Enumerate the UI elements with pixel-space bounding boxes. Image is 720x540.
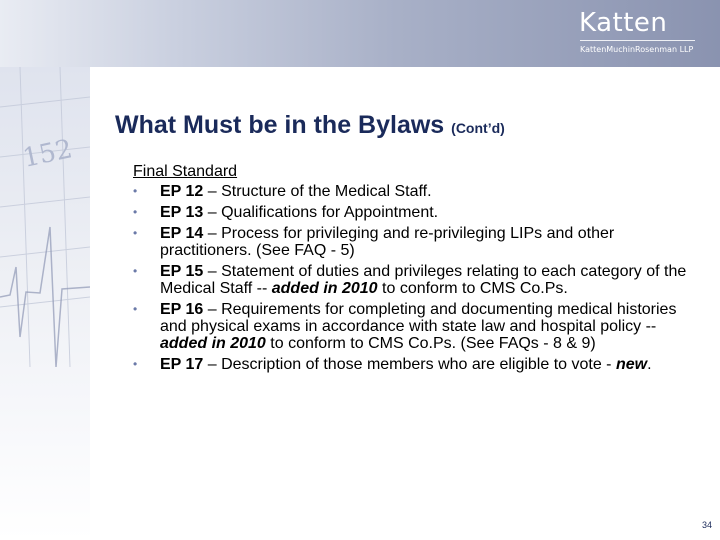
bullet-dot-icon: • [133,357,138,371]
bullet-dot-icon: • [133,184,138,198]
bullet-text: Description of those members who are eligible to vote - [221,356,616,373]
bullet-text-end: to conform to CMS Co.Ps. [377,280,568,297]
bullet-item-ep16 [133,301,693,352]
bullet-separator: – [203,301,222,318]
section-subheading: Final Standard [133,163,238,180]
bullet-item-ep17 [133,356,693,373]
bullet-emphasis: added in 2010 [271,280,378,297]
slide-title-main: What Must be in the Bylaws [115,111,445,139]
bullet-text: Requirements for completing and documenting medical histories and physical exams in accordance with state law and hospital policy -- [160,301,677,335]
slide-title [115,111,505,140]
bullet-emphasis: new [615,356,648,373]
logo-wordmark: Katten [579,8,668,38]
bullet-code: EP 14 [160,225,204,242]
logo-firm-name: KattenMuchinRosenman LLP [580,45,694,54]
bullet-dot-icon: • [133,205,138,219]
bullet-item-ep14 [133,225,693,259]
bullet-text-end: to conform to CMS Co.Ps. (See FAQs - 8 & 9) [265,335,596,352]
bullet-list [133,183,693,373]
bullet-separator: – [203,263,222,280]
slide-content [133,163,693,377]
bullet-code: EP 17 [160,356,204,373]
bullet-text: Process for privileging and re-privileging LIPs and other practitioners. (See FAQ - 5) [160,225,615,259]
bullet-text: Qualifications for Appointment. [221,204,439,221]
page-number: 34 [702,520,713,530]
logo-divider [580,40,695,41]
bullet-code: EP 12 [160,183,204,200]
bullet-dot-icon: • [133,302,138,316]
bullet-emphasis: added in 2010 [160,335,266,352]
bullet-separator: – [203,356,222,373]
bullet-text-end: . [647,356,652,373]
bullet-code: EP 13 [160,204,204,221]
bullet-item-ep15 [133,263,693,297]
decorative-ecg-image [0,67,90,540]
bullet-item-ep13 [133,204,693,221]
bullet-text: Statement of duties and privileges relating to each category of the Medical Staff -- [160,263,687,297]
slide-title-suffix: (Cont’d) [451,120,505,136]
bullet-text: Structure of the Medical Staff. [221,183,432,200]
svg-text:152: 152 [20,134,76,174]
bullet-code: EP 15 [160,263,204,280]
bullet-item-ep12 [133,183,693,200]
bullet-separator: – [203,204,222,221]
bullet-code: EP 16 [160,301,204,318]
bullet-separator: – [203,225,222,242]
bullet-separator: – [203,183,222,200]
bullet-dot-icon: • [133,264,138,278]
bullet-dot-icon: • [133,226,138,240]
